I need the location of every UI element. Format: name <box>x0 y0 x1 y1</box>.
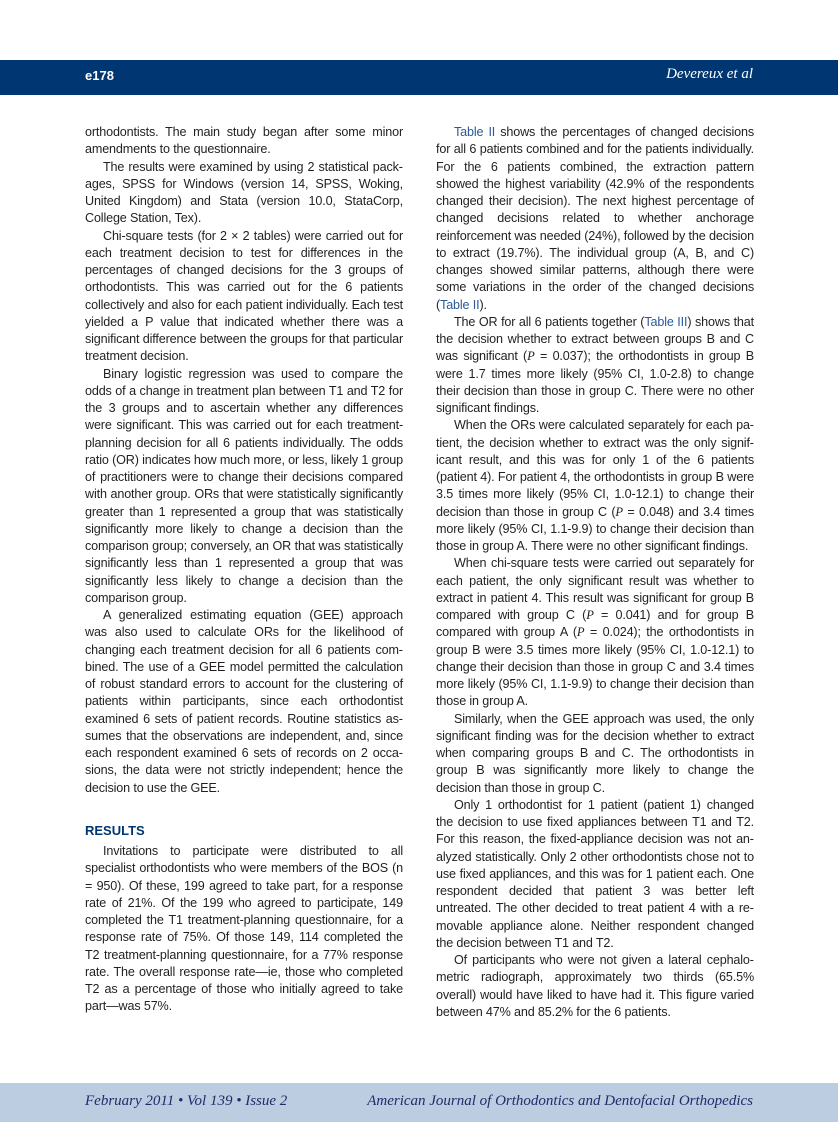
table-iii-link[interactable]: Table III <box>644 314 688 329</box>
p-value-symbol: P <box>527 349 535 364</box>
page-header <box>0 60 838 95</box>
paragraph: Similarly, when the GEE approach was used, the only significant finding was for the decision whether to extract when comparing groups B and C. The orthodontists in group B was significantly more likely to change the decision than those in group C. <box>436 711 754 795</box>
paragraph: Invitations to participate were distributed to all specialist orthodontists who were members of the BOS (n = 950). Of these, 199 agreed to take part, for a response rate of 21%. Of the 199 who agreed to participate, 149 completed the T1 treatment-planning questionnaire, for a response rate of 75%. Of those 149, 114 completed the T2 treatment-planning questionnaire, for a 77% response rate. The overall response rate—ie, those who completed T2 as a percentage of those who initially agreed to take part—was 57%. <box>85 844 403 1014</box>
paragraph-text: When chi-square tests were carried out separately for each patient, the only significant result was whether to extract in patient 4. This result was significant for group B compared with group C ( <box>436 556 754 622</box>
table-ii-link[interactable]: Table II <box>454 125 496 139</box>
paragraph: Of participants who were not given a lateral cephalometric radiograph, approximately two thirds (65.5% overall) would have liked to have had it. This figure varied between 47% and 85.2% for the 6 patients. <box>436 953 754 1019</box>
section-heading-results: RESULTS <box>85 822 145 838</box>
paragraph-text: ) shows that the decision whether to extract between groups B and C was significant ( <box>436 314 754 364</box>
paragraph <box>436 314 754 418</box>
paragraph: Chi-square tests (for 2 × 2 tables) were carried out for each treatment decision to test for differences in the percentages of changed decisions for the 3 groups of orthodontists. This was carried out for the 6 patients collectively and also for each patient individually. Each test yielded a P value that indicated whether there was a significant difference between the groups for that particular treatment decision. <box>85 228 403 364</box>
paragraph: orthodontists. The main study began after some minor amendments to the questionnaire. <box>85 125 403 157</box>
paragraph-text: When the ORs were calculated separately for each patient, the decision whether to extract was the only significant result, and this was for only 1 of the 6 patients (patient 4). For patient 4, the orthodontists in group B were 3.5 times more likely (95% CI, 1.0-12.1) to change their decision than those in group C ( <box>436 418 754 519</box>
paragraph: A generalized estimating equation (GEE) approach was also used to calculate ORs for the likelihood of changing each treatment decision for all 6 patients combined. The use of a GEE model permitted the calculation of robust standard errors to account for the clustering of patients within participants, since each orthodontist examined 6 sets of patient records. Routine statistics assumes that the observations are independent, and, since each respondent examined 6 sets of records on 2 occasions, the data were not strictly independent; hence the decision to use the GEE. <box>85 608 403 795</box>
paragraph <box>436 124 754 314</box>
page-number: e178 <box>85 68 114 83</box>
running-head: Devereux et al <box>666 66 753 82</box>
paragraph-text: = 0.037); the orthodontists in group B were 1.7 times more likely (95% CI, 1.0-2.8) to change their decision than those in group C. There were no other significant findings. <box>436 349 754 415</box>
p-value-symbol: P <box>586 608 594 622</box>
paragraph: The results were examined by using 2 statistical packages, SPSS for Windows (version 14, SPSS, Woking, United Kingdom) and Stata (version 10.0, StataCorp, College Station, Tex). <box>85 159 403 226</box>
table-ii-link[interactable]: Table II <box>440 297 480 312</box>
paragraph: Binary logistic regression was used to compare the odds of a change in treatment plan between T1 and T2 for the 3 groups and to ascertain whether any differences were significant. This was carried out for each treatment-planning decision for all 6 patients individually. The odds ratio (OR) indicates how much more, or less, likely 1 group of practitioners were to change their decisions compared with another group. ORs that were statistically significantly greater than 1 represented a group that was statistically significantly more likely to change a decision than the comparison group; conversely, an OR that was statistically significantly less than 1 represented a group that was significantly less likely to change a decision than the comparison group. <box>85 366 404 605</box>
paragraph-text: = 0.024); the orthodontists in group B were 3.5 times more likely (95% CI, 1.0-12.1) to change their decision than those in group C and 3.4 times more likely (95% CI, 1.1-9.9) to change their decision than those in group A. <box>436 625 754 709</box>
issue-info: February 2011 • Vol 139 • Issue 2 <box>85 1093 288 1109</box>
p-value-symbol: P <box>615 504 623 519</box>
paragraph-text: = 0.048) and 3.4 times more likely (95% CI, 1.1-9.9) to change their decision than those in group A. There were no other significant findings. <box>436 504 754 553</box>
paragraph-text: The OR for all 6 patients together ( <box>454 314 645 329</box>
left-column <box>85 124 403 1016</box>
paragraph <box>436 417 754 555</box>
journal-title: American Journal of Orthodontics and Dentofacial Orthopedics <box>367 1093 753 1109</box>
right-column <box>436 124 754 1021</box>
paragraph <box>436 555 754 710</box>
paragraph-text: ). <box>479 297 487 312</box>
page-footer <box>0 1083 838 1122</box>
paragraph-text: shows the percentages of changed decisions for all 6 patients combined and for the patients individually. For the 6 patients combined, the extraction pattern showed the highest variability (42.9% of the respondents changed their decision). The next highest percentage of changed decisions related to whether anchorage reinforcement was needed (24%), followed by the decision to extract (19.7%). The individual group (A, B, and C) changes showed similar patterns, although there were some variations in the order of the changed decisions ( <box>436 125 755 312</box>
p-value-symbol: P <box>576 625 585 640</box>
paragraph-text: = 0.041) and for group B compared with group A ( <box>436 608 754 640</box>
paragraph: Only 1 orthodontist for 1 patient (patient 1) changed the decision to use fixed appliances between T1 and T2. For this reason, the fixed-appliance decision was not analyzed statistically. Only 2 other orthodontists chose not to use fixed appliances, and this was for 1 patient each. One respondent decided that patient 3 was better left untreated. The other decided to treat patient 4 with a removable appliance alone. Neither respondent changed the decision between T1 and T2. <box>436 797 754 950</box>
